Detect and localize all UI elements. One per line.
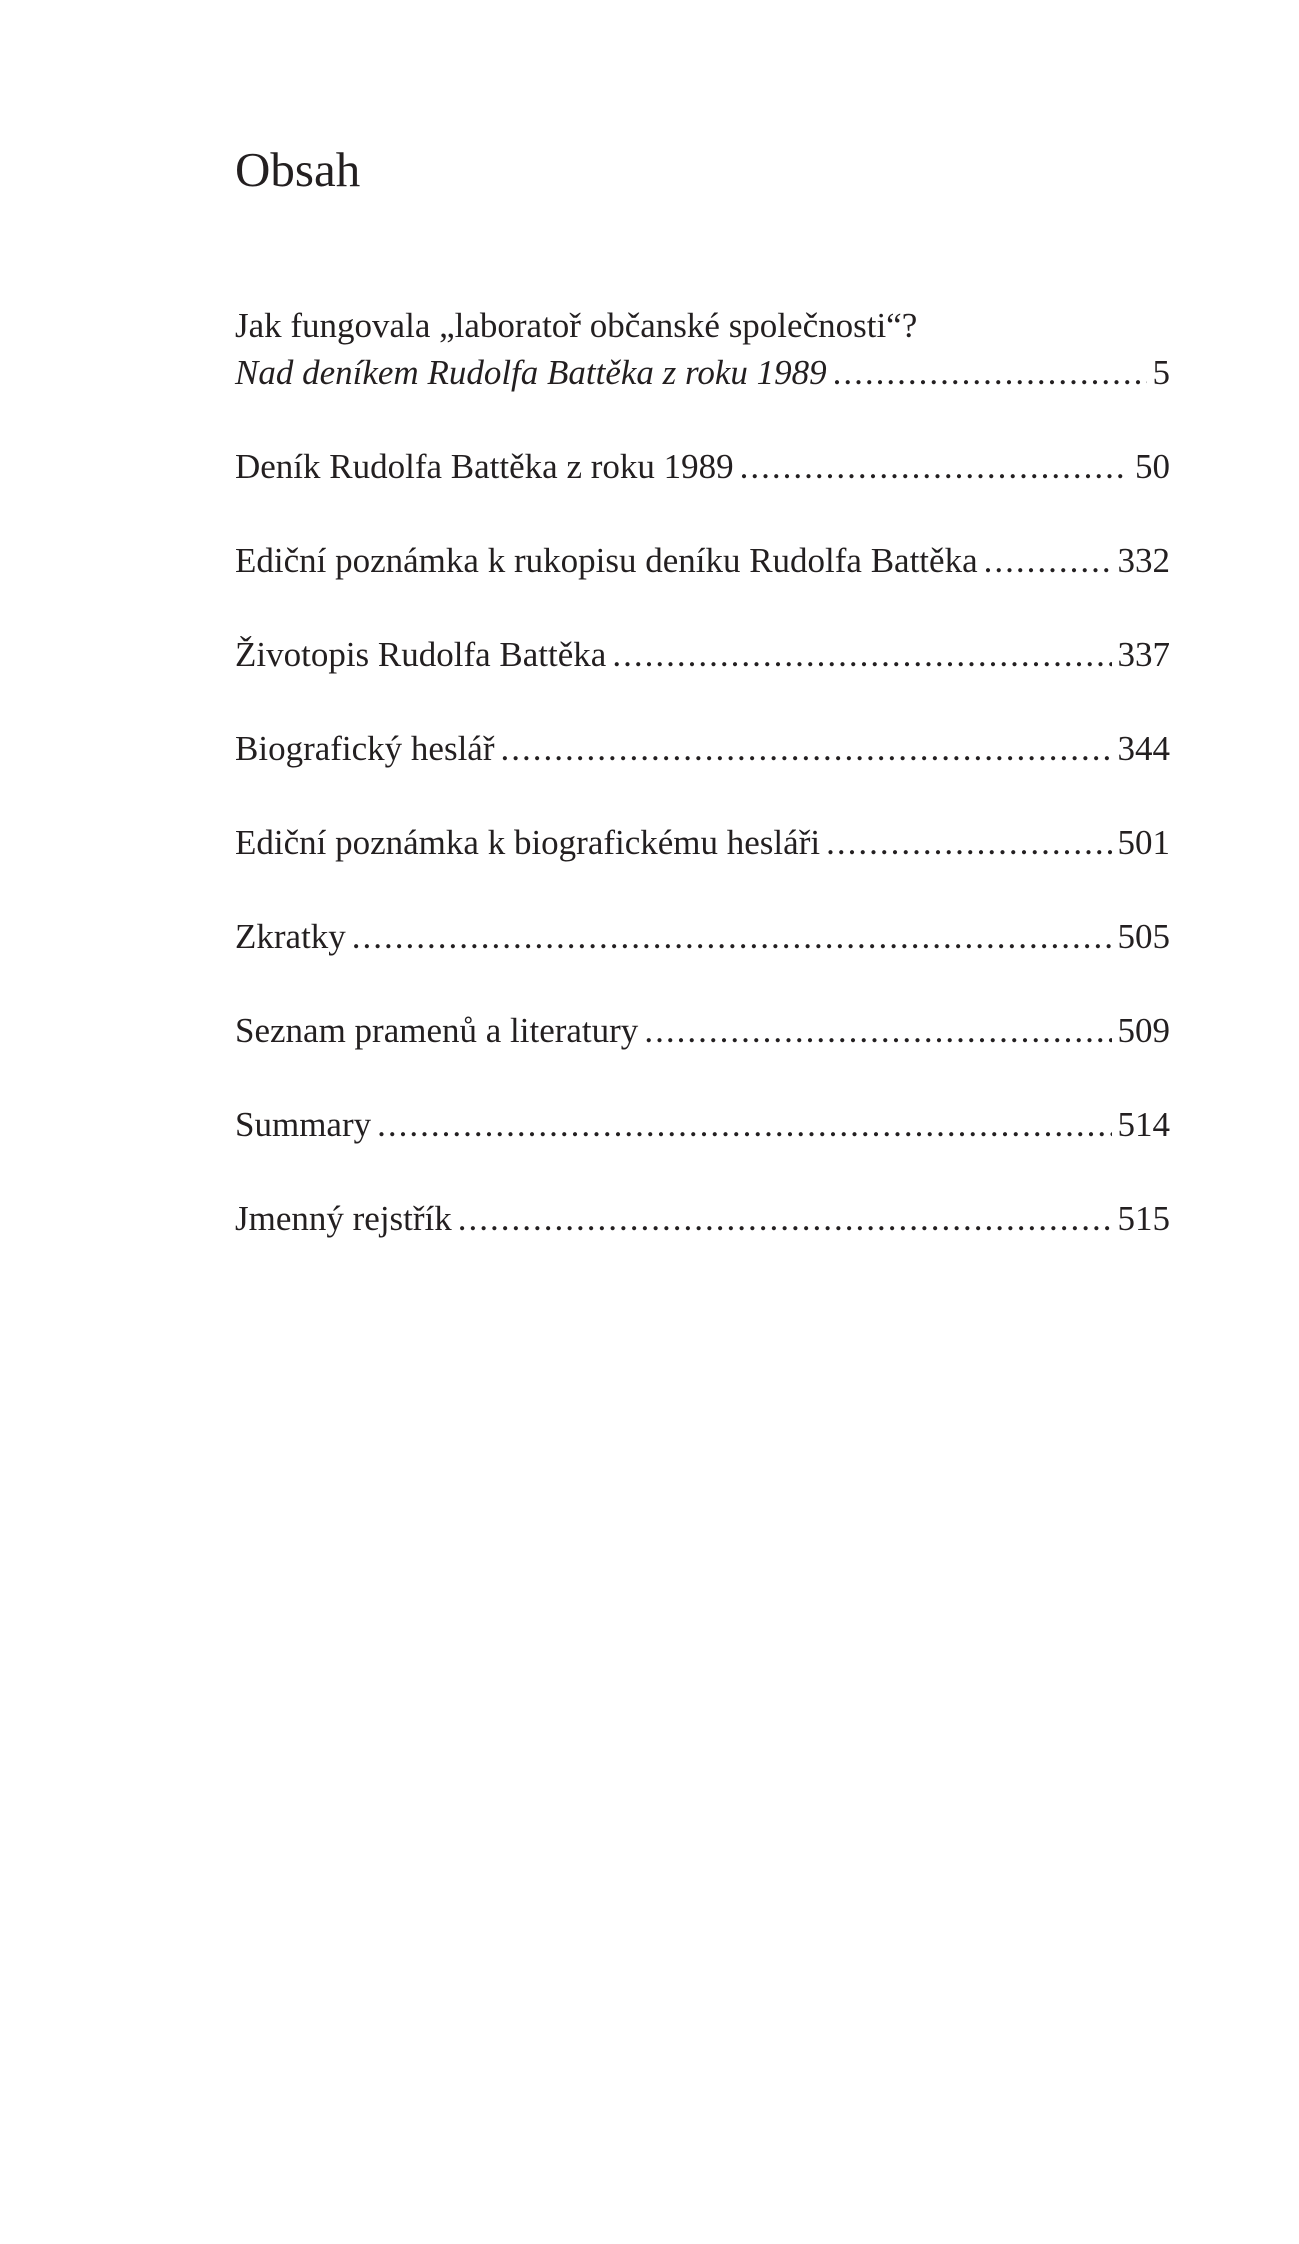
toc-heading: Obsah <box>235 142 361 197</box>
toc-entry <box>235 725 1170 772</box>
toc-entry-title: Ediční poznámka k rukopisu deníku Rudolfa Battěka <box>235 541 978 580</box>
toc-entry-title-line1: Jak fungovala „laboratoř občanské společnosti“? <box>235 306 918 345</box>
dot-leader <box>740 443 1129 490</box>
toc-entry-line <box>235 725 1170 772</box>
dot-leader <box>377 1101 1111 1148</box>
toc-entry <box>235 302 1170 396</box>
toc-entry <box>235 537 1170 584</box>
table-of-contents <box>235 302 1170 1289</box>
dot-leader <box>612 631 1111 678</box>
book-page <box>235 0 1170 2244</box>
toc-entry-line <box>235 443 1170 490</box>
toc-entry-page: 50 <box>1135 447 1170 486</box>
toc-entry <box>235 1195 1170 1242</box>
toc-entry-title: Summary <box>235 1105 372 1144</box>
toc-entry-title: Jmenný rejstřík <box>235 1199 452 1238</box>
dot-leader <box>984 537 1112 584</box>
toc-entry-line <box>235 631 1170 678</box>
toc-entry-title: Biografický heslář <box>235 729 495 768</box>
toc-entry-title: Seznam pramenů a literatury <box>235 1011 639 1050</box>
dot-leader <box>826 819 1111 866</box>
toc-entry-line <box>235 819 1170 866</box>
toc-entry-page: 509 <box>1117 1011 1170 1050</box>
toc-entry-page: 5 <box>1152 353 1170 392</box>
toc-entry-page: 515 <box>1117 1199 1170 1238</box>
toc-entry-line <box>235 349 1170 396</box>
toc-entry-line <box>235 537 1170 584</box>
toc-entry-title: Zkratky <box>235 917 346 956</box>
toc-entry-line <box>235 1195 1170 1242</box>
toc-entry <box>235 1101 1170 1148</box>
dot-leader <box>833 349 1147 396</box>
toc-entry-page: 501 <box>1117 823 1170 862</box>
toc-entry-title: Životopis Rudolfa Battěka <box>235 635 607 674</box>
dot-leader <box>458 1195 1112 1242</box>
toc-entry-page: 505 <box>1117 917 1170 956</box>
toc-entry <box>235 631 1170 678</box>
toc-entry <box>235 1007 1170 1054</box>
toc-entry-title: Ediční poznámka k biografickému hesláři <box>235 823 821 862</box>
toc-entry-subtitle: Nad deníkem Rudolfa Battěka z roku 1989 <box>235 353 827 392</box>
toc-entry-page: 344 <box>1117 729 1170 768</box>
toc-entry-page: 332 <box>1117 541 1170 580</box>
toc-entry-line <box>235 1101 1170 1148</box>
toc-entry-title: Deník Rudolfa Battěka z roku 1989 <box>235 447 734 486</box>
toc-entry-page: 514 <box>1117 1105 1170 1144</box>
toc-entry-line <box>235 913 1170 960</box>
dot-leader <box>352 913 1112 960</box>
dot-leader <box>501 725 1112 772</box>
toc-entry-line <box>235 1007 1170 1054</box>
dot-leader <box>644 1007 1111 1054</box>
toc-entry <box>235 913 1170 960</box>
toc-entry <box>235 443 1170 490</box>
toc-entry-page: 337 <box>1117 635 1170 674</box>
toc-entry <box>235 819 1170 866</box>
